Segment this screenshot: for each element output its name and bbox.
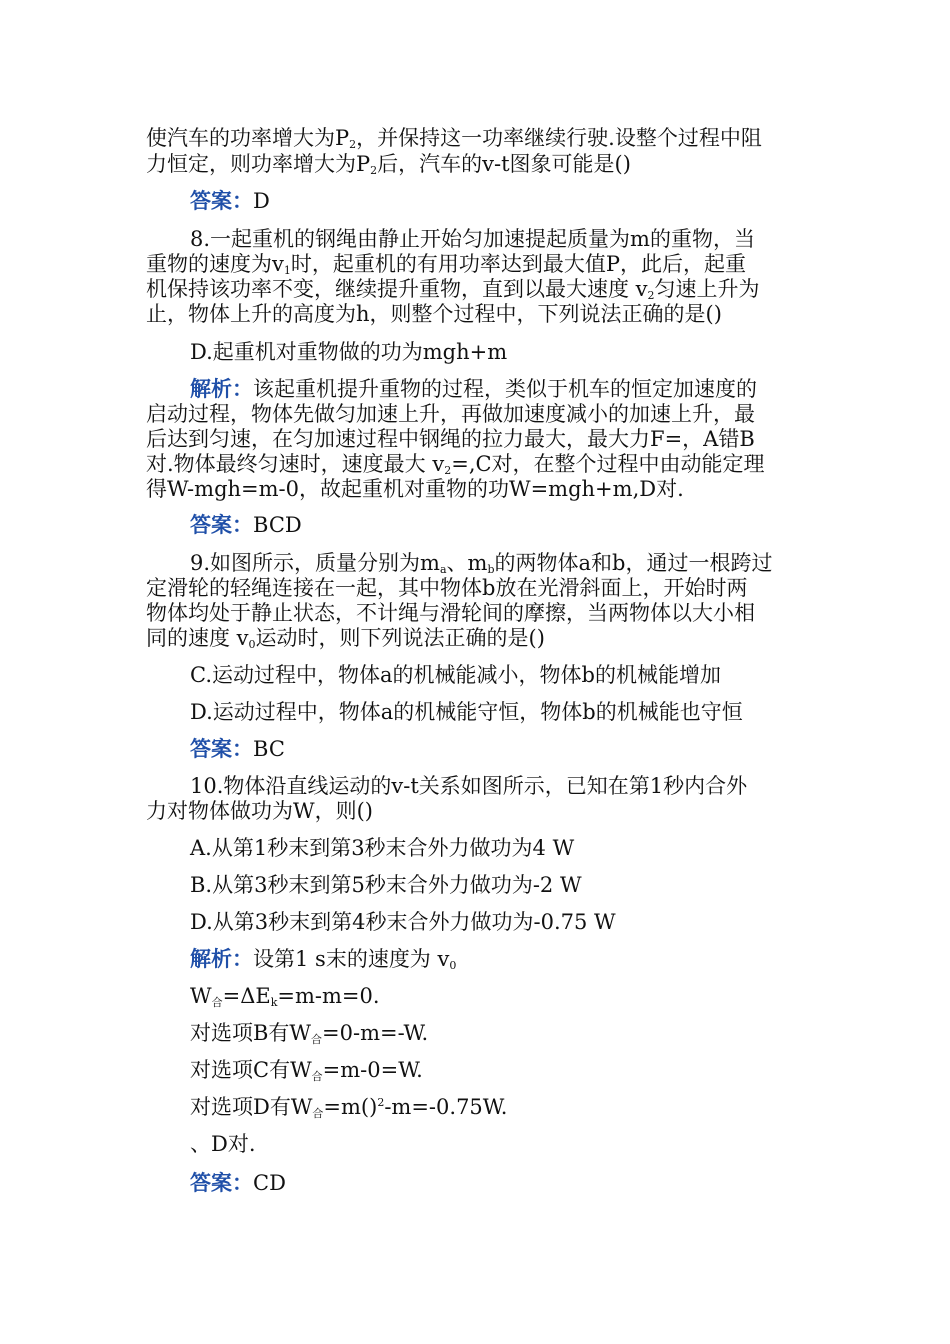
q10-option-d: [190, 909, 616, 935]
subscript: k: [270, 996, 278, 1009]
answer-label: 答案: [190, 737, 232, 761]
q8-option-d: [190, 339, 507, 365]
answer-value: BCD: [253, 513, 302, 537]
text-seg: 物体均处于静止状态，不计绳与滑轮间的摩擦，当两物体以大小相: [146, 601, 755, 625]
text-seg: 时，起重机的有用功率达到最大值P，此后，起重: [290, 252, 747, 276]
q7-text-line-2: [146, 151, 631, 177]
explanation-10-intro: [190, 946, 456, 972]
text-seg: 10.物体沿直线运动的v-t关系如图所示，已知在第1秒内合外: [190, 774, 748, 798]
option-text: D.从第3秒末到第4秒末合外力做功为-0.75 W: [190, 910, 616, 934]
subscript: b: [487, 563, 495, 576]
explanation-10-eq-1: [190, 983, 380, 1009]
subscript: 0: [449, 959, 457, 972]
q9-text-line-2: [146, 575, 747, 601]
q9-option-d: [190, 699, 743, 725]
text-seg: =0-m=-W.: [322, 1021, 429, 1045]
text-seg: 8.一起重机的钢绳由静止开始匀加速提起质量为m的重物，当: [190, 227, 755, 251]
subscript: 合: [211, 996, 223, 1009]
answer-label: 答案: [190, 189, 232, 213]
text-seg: ，并保持这一功率继续行驶.设整个过程中阻: [356, 126, 762, 150]
answer-8: [190, 512, 302, 538]
text-seg: 得W-mgh=m-0，故起重机对重物的功W=mgh+m,D对.: [146, 477, 684, 501]
text-seg: 力对物体做功为W，则(): [146, 799, 373, 823]
answer-colon: ：: [232, 189, 253, 213]
text-seg: 后达到匀速，在匀加速过程中钢绳的拉力最大，最大力F=，A错B: [146, 427, 755, 451]
text-seg: 定滑轮的轻绳连接在一起，其中物体b放在光滑斜面上，开始时两: [146, 576, 748, 600]
text-seg: =m(): [323, 1095, 378, 1119]
text-seg: 对.物体最终匀速时，速度最大 v: [146, 452, 445, 476]
explanation-label: 解析: [190, 377, 232, 401]
answer-value: D: [253, 189, 270, 213]
answer-7: [190, 188, 270, 214]
explanation-label: 解析: [190, 947, 232, 971]
answer-label: 答案: [190, 1171, 232, 1195]
q7-text-line-1-content: [146, 125, 762, 151]
answer-colon: ：: [232, 1171, 253, 1195]
subscript: 合: [312, 1107, 324, 1120]
q9-text-line-4: [146, 625, 545, 651]
answer-label: 答案: [190, 513, 232, 537]
text-seg: 对选项D有W: [190, 1095, 313, 1119]
text-seg: 同的速度 v: [146, 626, 249, 650]
text-seg: 重物的速度为v: [146, 252, 284, 276]
text-seg: 、m: [446, 551, 488, 575]
subscript: 合: [311, 1033, 323, 1046]
q7-text-line-1: [146, 125, 806, 151]
explanation-10-conclusion: [190, 1131, 256, 1157]
text-seg: 启动过程，物体先做匀加速上升，再做加速度减小的加速上升，最: [146, 402, 755, 426]
text-seg: 的两物体a和b，通过一根跨过: [494, 551, 773, 575]
text-seg: =m-0=W.: [322, 1058, 423, 1082]
subscript: 0: [248, 638, 256, 651]
q10-text-line-2: [146, 798, 373, 824]
explanation-colon: ：: [232, 947, 253, 971]
q10-option-a: [190, 835, 574, 861]
subscript: 合: [311, 1070, 323, 1083]
explanation-8-line-5: [146, 476, 684, 502]
text-seg: =m-m=0.: [277, 984, 380, 1008]
q10-text-line-1: [190, 773, 747, 799]
subscript: 2: [444, 464, 452, 477]
text-seg: 对选项C有W: [190, 1058, 312, 1082]
text-seg: 9.如图所示，质量分别为m: [190, 551, 440, 575]
option-text: C.运动过程中，物体a的机械能减小，物体b的机械能增加: [190, 663, 721, 687]
text-seg: 机保持该功率不变，继续提升重物，直到以最大速度 v: [146, 277, 648, 301]
explanation-8-line-1: [190, 376, 757, 402]
option-text: D.运动过程中，物体a的机械能守恒，物体b的机械能也守恒: [190, 700, 743, 724]
subscript: 2: [349, 138, 357, 151]
text-seg: -m=-0.75W.: [384, 1095, 508, 1119]
text-seg: 对选项B有W: [190, 1021, 312, 1045]
text-seg: =,C对，在整个过程中由动能定理: [451, 452, 765, 476]
explanation-8-line-4: [146, 451, 765, 477]
answer-10: [190, 1170, 286, 1196]
subscript: 1: [283, 264, 291, 277]
q9-text-line-3: [146, 600, 755, 626]
explanation-8-line-2: [146, 401, 755, 427]
explanation-10-eq-4: [190, 1094, 507, 1120]
text-seg: 使汽车的功率增大为P: [146, 126, 350, 150]
explanation-10-eq-3: [190, 1057, 423, 1083]
text-seg: 止，物体上升的高度为h，则整个过程中，下列说法正确的是(): [146, 302, 722, 326]
q9-option-c: [190, 662, 721, 688]
subscript: a: [439, 563, 447, 576]
superscript: 2: [377, 1096, 385, 1109]
q8-text-line-1: [190, 226, 755, 252]
answer-9: [190, 736, 285, 762]
q8-text-line-4: [146, 301, 722, 327]
text-seg: 力恒定，则功率增大为P: [146, 152, 371, 176]
q9-text-line-1: [190, 550, 772, 576]
text-seg: 匀速上升为: [654, 277, 760, 301]
answer-value: BC: [253, 737, 285, 761]
explanation-10-eq-2: [190, 1020, 428, 1046]
answer-colon: ：: [232, 737, 253, 761]
text-seg: 、D对.: [190, 1132, 256, 1156]
answer-colon: ：: [232, 513, 253, 537]
q10-option-b: [190, 872, 582, 898]
answer-value: CD: [253, 1171, 286, 1195]
text-seg: W: [190, 984, 212, 1008]
option-text: B.从第3秒末到第5秒末合外力做功为-2 W: [190, 873, 582, 897]
q8-text-line-2: [146, 251, 746, 277]
option-text: D.起重机对重物做的功为mgh+m: [190, 340, 508, 364]
option-text: A.从第1秒末到第3秒末合外力做功为4 W: [190, 836, 575, 860]
text-seg: =ΔE: [222, 984, 271, 1008]
text-seg: 后，汽车的v-t图象可能是(): [377, 152, 631, 176]
subscript: 2: [370, 164, 378, 177]
subscript: 2: [647, 289, 655, 302]
explanation-colon: ：: [232, 377, 253, 401]
q8-text-line-3: [146, 276, 760, 302]
explanation-8-line-3: [146, 426, 755, 452]
text-seg: 该起重机提升重物的过程，类似于机车的恒定加速度的: [253, 377, 757, 401]
text-seg: 设第1 s末的速度为 v: [253, 947, 450, 971]
text-seg: 运动时，则下列说法正确的是(): [255, 626, 545, 650]
